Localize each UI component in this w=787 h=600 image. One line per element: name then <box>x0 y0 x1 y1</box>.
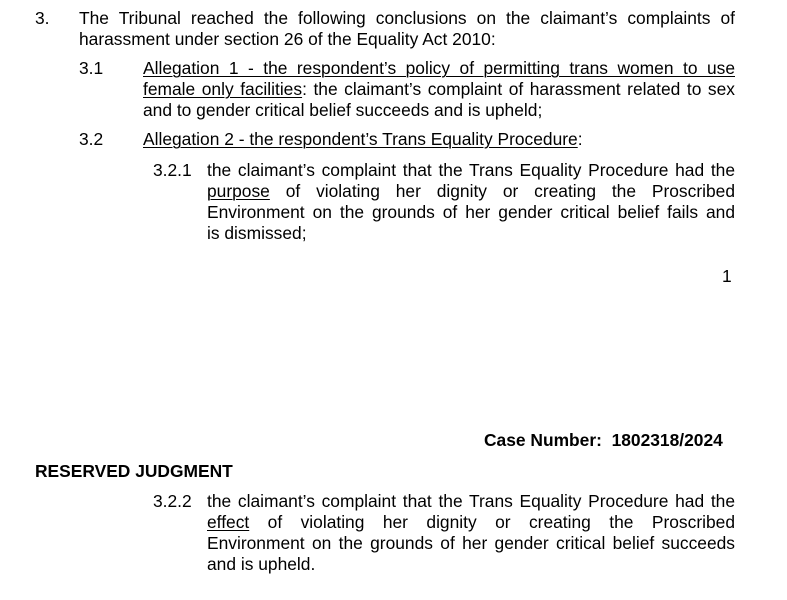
item-3-2-1 <box>0 160 787 246</box>
item-text-segment: : the claimant’s complaint of harassment related to sex <box>302 79 735 99</box>
item-text-segment: of violating her dignity or creating the Proscribed <box>267 512 735 532</box>
item-text-segment: of violating her dignity or creating the Proscribed <box>285 181 735 201</box>
paragraph-3 <box>0 0 787 60</box>
item-text-line: Environment on the grounds of her gender critical belief succeeds <box>207 533 735 553</box>
page-number: 1 <box>722 266 732 286</box>
case-number-label: Case Number: <box>484 430 602 450</box>
item-3-2 <box>0 129 787 151</box>
heading-colon: : <box>577 129 583 149</box>
item-text-line: and is upheld. <box>207 554 316 574</box>
item-text-line: the claimant’s complaint that the Trans Equality Procedure had the <box>207 160 735 180</box>
case-number-header <box>484 430 723 451</box>
item-number: 3.2.1 <box>153 160 192 180</box>
item-text-line: and to gender critical belief succeeds and is upheld; <box>143 100 543 120</box>
underlined-word: purpose <box>207 181 270 201</box>
underlined-phrase: female only facilities <box>143 79 303 99</box>
item-text-line: is dismissed; <box>207 223 307 243</box>
item-text-line: Environment on the grounds of her gender critical belief fails and <box>207 202 735 222</box>
paragraph-number: 3. <box>35 8 50 28</box>
underlined-word: effect <box>207 512 250 532</box>
item-number: 3.2.2 <box>153 491 192 511</box>
item-number: 3.1 <box>79 58 104 78</box>
item-text-line: the claimant’s complaint that the Trans Equality Procedure had the <box>207 491 735 511</box>
paragraph-text-line: harassment under section 26 of the Equality Act 2010: <box>79 29 496 49</box>
item-3-1 <box>0 58 787 124</box>
item-3-2-2 <box>0 491 787 577</box>
allegation-2-heading-text: Allegation 2 - the respondent’s Trans Equality Procedure <box>143 129 578 149</box>
paragraph-text-line: The Tribunal reached the following conclusions on the claimant’s complaints of <box>79 8 735 28</box>
item-text-line <box>207 512 735 533</box>
document-title: RESERVED JUDGMENT <box>35 461 233 481</box>
case-number-value: 1802318/2024 <box>611 430 723 450</box>
item-number: 3.2 <box>79 129 104 149</box>
allegation-1-heading: Allegation 1 - the respondent’s policy of permitting trans women to use <box>143 58 735 78</box>
item-text-line <box>207 181 735 202</box>
allegation-2-heading <box>143 129 583 150</box>
item-text-line <box>143 79 735 100</box>
